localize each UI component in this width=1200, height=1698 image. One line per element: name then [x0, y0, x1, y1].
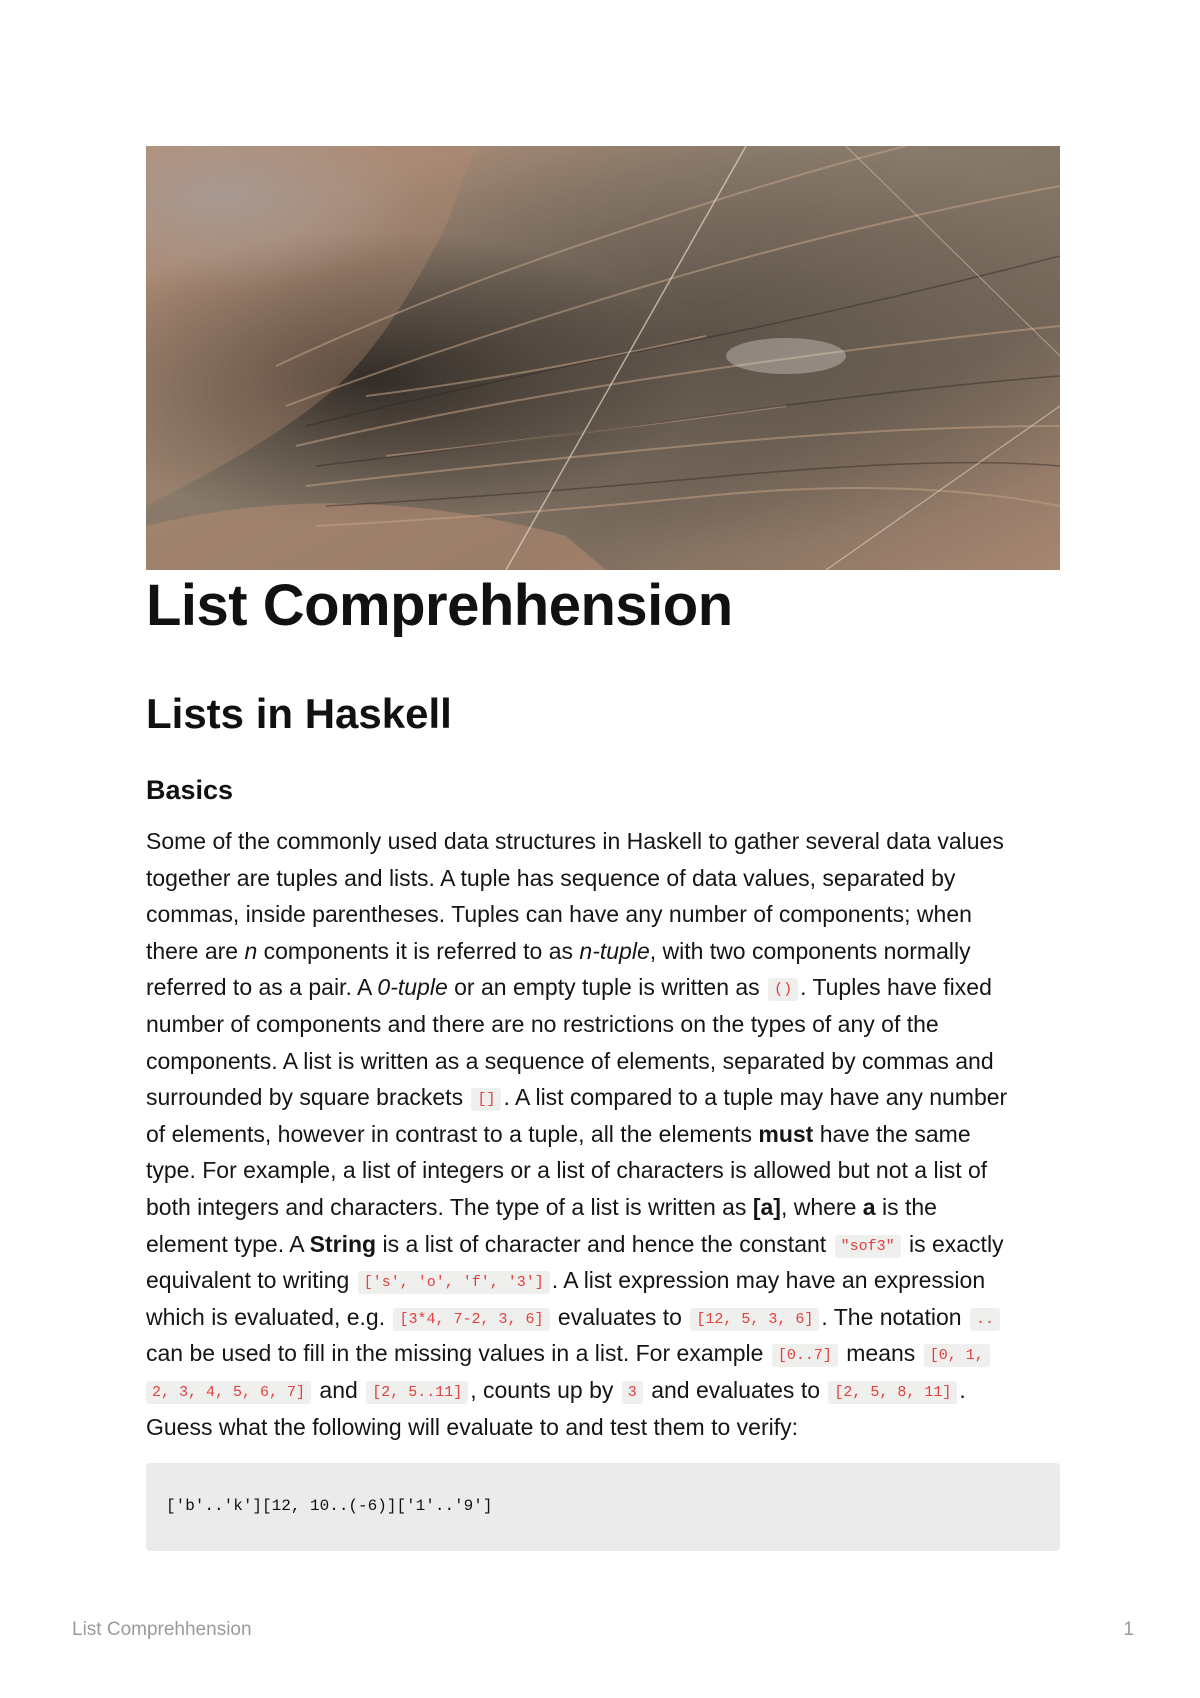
code-block: ['b'..'k'][12, 10..(-6)]['1'..'9']: [146, 1463, 1060, 1551]
paragraph-text: . Tuples have fixed: [800, 974, 992, 1001]
paragraph-text: number of components and there are no restrictions on the types of any of the: [146, 1010, 939, 1037]
section-heading: Lists in Haskell: [146, 690, 452, 737]
paragraph-line: [146, 1006, 1066, 1043]
paragraph-text: both integers and characters. The type of a list is written as: [146, 1193, 753, 1220]
paragraph-line: [146, 823, 1066, 860]
paragraph-line: [146, 1299, 1066, 1336]
inline-code: []: [471, 1088, 501, 1111]
paragraph-line: [146, 1079, 1066, 1116]
paragraph-text: of elements, however in contrast to a tuple, all the elements: [146, 1120, 759, 1147]
paragraph-text: , counts up by: [470, 1376, 620, 1403]
paragraph-text: , with two components normally: [649, 937, 971, 964]
italic-0-tuple: 0-tuple: [377, 974, 448, 1001]
paragraph-text: type. For example, a list of integers or a list of characters is allowed but not a list of: [146, 1157, 988, 1184]
bold-string: String: [309, 1230, 377, 1257]
subsection-heading: Basics: [146, 775, 234, 805]
paragraph-line: [146, 1043, 1066, 1080]
paragraph-line: [146, 1372, 1066, 1409]
bold-must: must: [758, 1120, 814, 1147]
paragraph-text: Guess what the following will evaluate to and test them to verify:: [146, 1413, 798, 1440]
inline-code: 3: [622, 1381, 643, 1404]
inline-code: [0, 1,: [924, 1344, 990, 1367]
paragraph-text: evaluates to: [551, 1303, 689, 1330]
inline-code: "sof3": [835, 1235, 901, 1258]
paragraph-text: and evaluates to: [644, 1376, 827, 1403]
paragraph-text: have the same: [813, 1120, 971, 1147]
paragraph-line: [146, 1226, 1066, 1263]
footer-doc-title: List Comprehhension: [72, 1619, 252, 1640]
inline-code: 2, 3, 4, 5, 6, 7]: [146, 1381, 311, 1404]
hero-image: [146, 146, 1060, 570]
paragraph-line: [146, 1262, 1066, 1299]
paragraph-text: .: [959, 1376, 966, 1403]
paragraph-line: [146, 969, 1066, 1006]
paragraph-text: together are tuples and lists. A tuple has sequence of data values, separated by: [146, 864, 956, 891]
paragraph-text: commas, inside parentheses. Tuples can have any number of components; when: [146, 901, 972, 928]
paragraph-text: or an empty tuple is written as: [447, 974, 767, 1001]
paragraph-text: is the: [875, 1193, 937, 1220]
paragraph-line: [146, 1335, 1066, 1372]
page-title: List Comprehhension: [146, 573, 733, 638]
paragraph-line: [146, 896, 1066, 933]
paragraph-text: and: [313, 1376, 365, 1403]
inline-code: ..: [970, 1308, 1000, 1331]
paragraph-line: [146, 1116, 1066, 1153]
inline-code: [0..7]: [772, 1344, 838, 1367]
paragraph-line: [146, 1189, 1066, 1226]
paragraph-line: [146, 860, 1066, 897]
inline-code: (): [768, 978, 798, 1001]
inline-code: [12, 5, 3, 6]: [690, 1308, 819, 1331]
paragraph-text: components. A list is written as a sequence of elements, separated by commas and: [146, 1047, 994, 1074]
paragraph-text: referred to as a pair. A: [146, 974, 378, 1001]
paragraph-text: components it is referred to as: [257, 937, 580, 964]
paragraph-text: there are: [146, 937, 245, 964]
inline-code: ['s', 'o', 'f', '3']: [358, 1271, 550, 1294]
paragraph-text: element type. A: [146, 1230, 310, 1257]
italic-n: n: [244, 937, 258, 964]
paragraph-text: which is evaluated, e.g.: [146, 1303, 392, 1330]
inline-code: [2, 5..11]: [366, 1381, 468, 1404]
footer-page-number: 1: [1123, 1619, 1134, 1640]
bold-list-type: [a]: [752, 1193, 781, 1220]
paragraph-line: [146, 933, 1066, 970]
inline-code: [2, 5, 8, 11]: [828, 1381, 957, 1404]
paragraph-text: can be used to fill in the missing values in a list. For example: [146, 1340, 770, 1367]
basics-paragraph: [146, 823, 1066, 1445]
paragraph-text: equivalent to writing: [146, 1267, 356, 1294]
paragraph-text: Some of the commonly used data structures in Haskell to gather several data values: [146, 828, 1004, 854]
paragraph-line: [146, 1152, 1066, 1189]
paragraph-text: is a list of character and hence the constant: [376, 1230, 833, 1257]
paragraph-text: is exactly: [902, 1230, 1004, 1257]
paragraph-text: means: [839, 1340, 922, 1367]
paragraph-text: , where: [780, 1193, 863, 1220]
paragraph-text: . A list compared to a tuple may have any number: [503, 1084, 1008, 1111]
paragraph-text: surrounded by square brackets: [146, 1084, 470, 1111]
bold-a: a: [862, 1193, 876, 1220]
aerial-desert-wadi-image: [146, 146, 1060, 570]
paragraph-text: . The notation: [821, 1303, 968, 1330]
paragraph-line: [146, 1409, 1066, 1446]
paragraph-text: . A list expression may have an expression: [551, 1267, 986, 1294]
italic-n-tuple: n-tuple: [579, 937, 650, 964]
inline-code: [3*4, 7-2, 3, 6]: [393, 1308, 549, 1331]
